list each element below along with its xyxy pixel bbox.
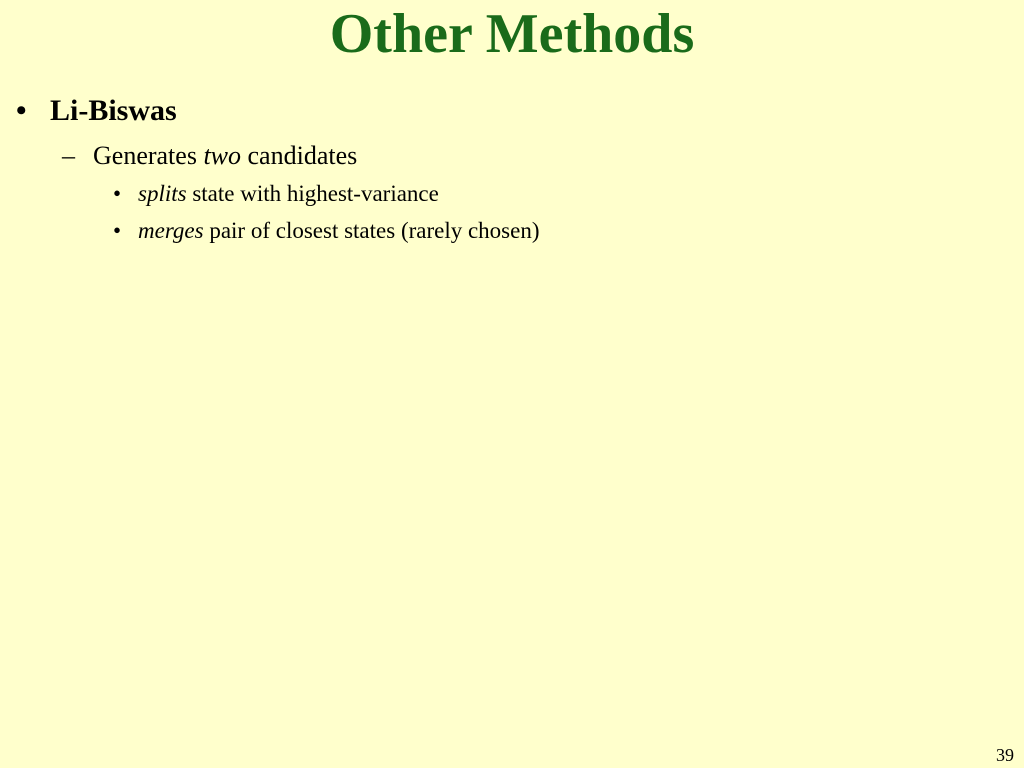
emphasis-text: splits (138, 181, 187, 206)
point-text (138, 217, 540, 245)
bullet-marker: • (113, 218, 122, 243)
text-after: candidates (241, 141, 358, 170)
point-text (138, 180, 439, 208)
text-before: Generates (93, 141, 204, 170)
bullet-item-li-biswas (16, 93, 177, 129)
emphasis-text: merges (138, 218, 204, 243)
page-number: 39 (996, 745, 1014, 765)
emphasis-text: two (203, 141, 242, 170)
slide-title: Other Methods (329, 3, 695, 65)
point-rest-text: pair of closest states (rarely chosen) (203, 218, 540, 243)
point-merges (113, 217, 540, 245)
bullet-marker: • (16, 94, 27, 127)
bullet-marker: • (113, 181, 122, 206)
bullet-text: Li-Biswas (50, 94, 177, 127)
dash-marker: – (62, 141, 75, 170)
sub-bullet-generates (62, 140, 357, 172)
point-splits (113, 180, 439, 208)
point-rest-text: state with highest-variance (186, 181, 439, 206)
sub-bullet-text (93, 140, 357, 172)
